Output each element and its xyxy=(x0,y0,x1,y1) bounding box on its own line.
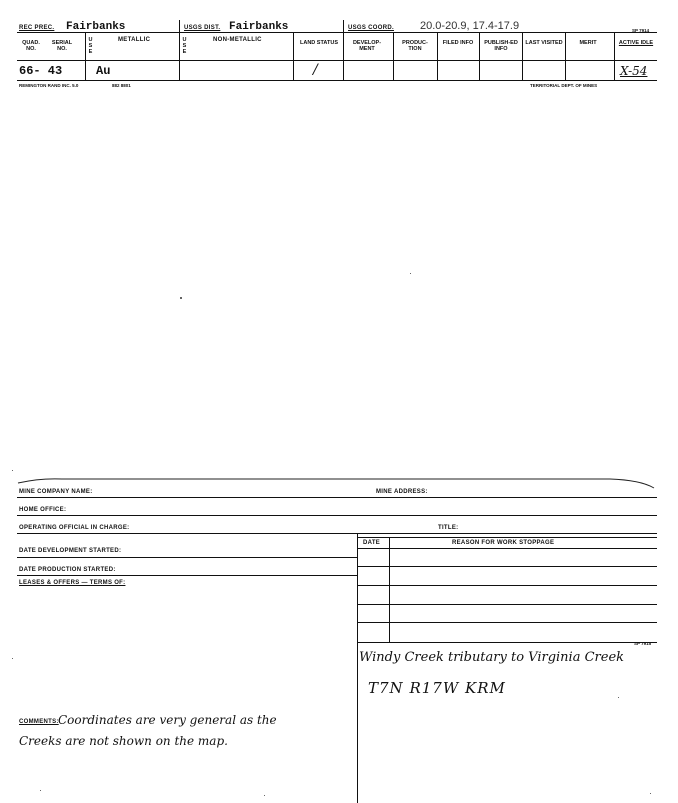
speck xyxy=(650,793,651,794)
speck xyxy=(180,297,182,299)
quad-serial-value: 66- 43 xyxy=(19,64,63,78)
col-quad-no: QUAD. NO. xyxy=(22,40,40,52)
card-edge-curve xyxy=(0,470,678,500)
home-office-label: HOME OFFICE: xyxy=(19,507,67,513)
col-serial-no: SERIAL NO. xyxy=(51,40,73,52)
col-active-idle: ACTIVE IDLE xyxy=(618,40,654,46)
speck xyxy=(618,697,619,698)
land-status-mark: / xyxy=(313,62,318,78)
usgs-dist-label: USGS DIST. xyxy=(184,25,221,31)
col-last-visited: LAST VISITED xyxy=(525,40,563,46)
footer-left-codes: 882 8801 xyxy=(112,83,131,88)
comments-line-1: Coordinates are very general as the xyxy=(58,713,277,727)
col-use-2: U S E xyxy=(182,37,187,55)
usgs-coord-label: USGS COORD. xyxy=(348,25,394,31)
comments-line-2: Creeks are not shown on the map. xyxy=(19,734,228,748)
active-idle-value: X-54 xyxy=(620,64,648,78)
rec-prec-value: Fairbanks xyxy=(66,21,126,33)
rec-prec-label: REC PREC. xyxy=(19,25,55,31)
col-production: PRODUC-TION xyxy=(402,40,428,52)
col-published-info: PUBLISH-ED INFO xyxy=(484,40,518,52)
col-land-status: LAND STATUS xyxy=(300,40,338,46)
usgs-coord-value: 20.0-20.9, 17.4-17.9 xyxy=(420,20,520,32)
speck xyxy=(410,273,411,274)
footer-right: TERRITORIAL DEPT. OF MINES xyxy=(530,83,598,88)
form-number-top: SP 7914 xyxy=(632,28,650,33)
mine-company-label: MINE COMPANY NAME: xyxy=(19,489,93,495)
note-line-2: T7N R17W KRM xyxy=(368,679,506,697)
date-col-label: DATE xyxy=(363,540,381,546)
metallic-value: Au xyxy=(96,64,111,78)
date-prod-label: DATE PRODUCTION STARTED: xyxy=(19,567,116,573)
date-dev-label: DATE DEVELOPMENT STARTED: xyxy=(19,548,122,554)
col-non-metallic: NON-METALLIC xyxy=(213,37,262,43)
operating-official-label: OPERATING OFFICIAL IN CHARGE: xyxy=(19,525,130,531)
col-metallic: METALLIC xyxy=(118,37,151,43)
col-merit: MERIT xyxy=(579,40,597,46)
speck xyxy=(264,795,265,796)
reason-col-label: REASON FOR WORK STOPPAGE xyxy=(452,540,555,546)
mine-address-label: MINE ADDRESS: xyxy=(376,489,428,495)
form-number-bottom: SP 7915 xyxy=(634,641,652,646)
comments-label: COMMENTS: xyxy=(19,719,59,725)
col-filed-info: FILED INFO xyxy=(442,40,474,46)
usgs-dist-value: Fairbanks xyxy=(229,21,289,33)
footer-left: REMINGTON RAND INC. 5.0 xyxy=(19,83,79,88)
leases-label: LEASES & OFFERS — TERMS OF: xyxy=(19,580,126,586)
speck xyxy=(40,790,41,791)
col-development: DEVELOP-MENT xyxy=(352,40,382,52)
speck xyxy=(12,658,13,659)
col-use: U S E xyxy=(88,37,93,55)
title-label: TITLE: xyxy=(438,525,459,531)
note-line-1: Windy Creek tributary to Virginia Creek xyxy=(359,650,625,665)
